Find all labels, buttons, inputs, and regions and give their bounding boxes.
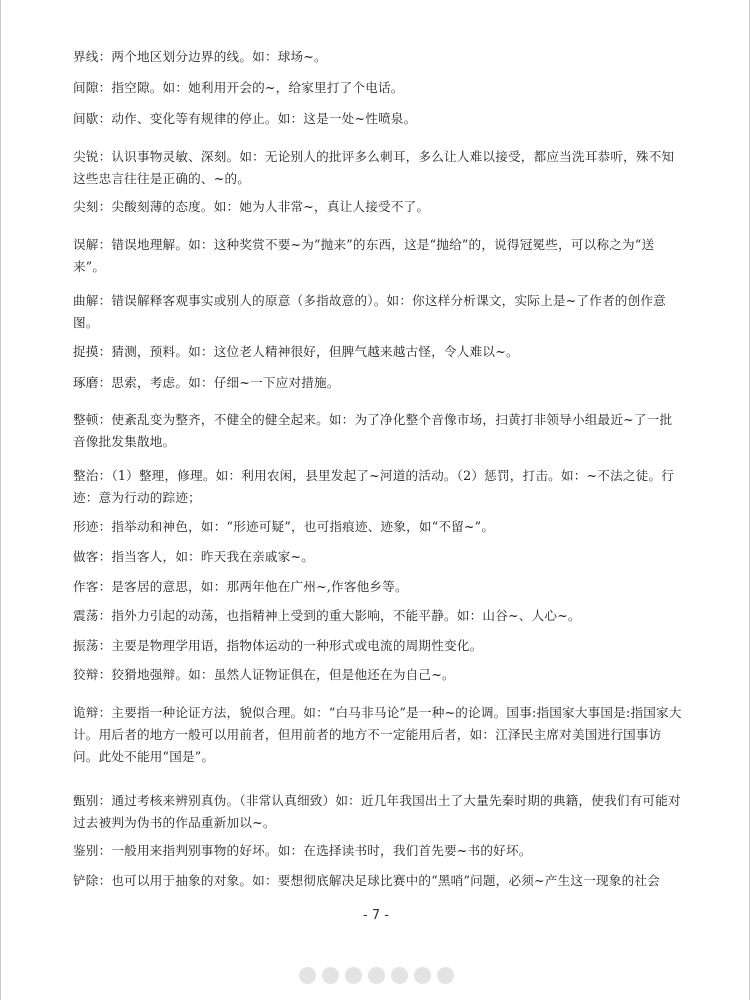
- entry-guibian: 诡辩：主要指一种论证方法，貌似合理。如：“白马非马论”是一种~的论调。国事:指国家大事国是:指国家大计。用后者的地方一般可以用前者，但用前者的地方不一定能用后者，如：江泽民主席对美国进行国事访问。此处不能用“国是”。: [73, 705, 682, 764]
- watermark-dot-icon: [414, 967, 431, 984]
- entry-zhengdun: 整顿：使紊乱变为整齐，不健全的健全起来。如：为了净化整个音像市场，扫黄打非领导小组最近~了一批音像批发集散地。: [73, 412, 673, 449]
- page-number: - 7 -: [363, 908, 389, 923]
- watermark-dot-icon: [391, 967, 408, 984]
- watermark-dot-icon: [437, 967, 454, 984]
- entry-jianbie: 鉴别：一般用来指判别事物的好坏。如：在选择读书时，我们首先要~书的好坏。: [73, 843, 532, 858]
- entry-chanchu: 铲除：也可以用于抽象的对象。如：要想彻底解决足球比赛中的“黑哨”问题，必须~产生这一现象的社会: [73, 873, 660, 888]
- entry-zhenbie: 甄别：通过考核来辨别真伪。（非常认真细致）如：近几年我国出土了大量先秦时期的典籍，使我们有可能对过去被判为伪书的作品重新加以~。: [73, 793, 681, 830]
- entry-wujie: 误解：错误地理解。如：这种奖赏不要~为“抛来”的东西，这是“抛给”的，说得冠冕些，可以称之为“送来”。: [73, 237, 655, 274]
- entry-xingji: 形迹：指举动和神色，如：“形迹可疑”，也可指痕迹、迹象，如“不留~”。: [73, 519, 495, 534]
- entry-jianrui: 尖锐：认识事物灵敏、深刻。如：无论别人的批评多么刺耳，多么让人难以接受，都应当洗耳恭听，殊不知这些忠言往往是正确的、~的。: [73, 149, 675, 186]
- entry-jianxie: 间歇：动作、变化等有规律的停止。如：这是一处~性喷泉。: [73, 111, 417, 126]
- entry-zhengzhi: 整治：（1）整理，修理。如：利用农闲，县里发起了~河道的活动。（2）惩罚，打击。如：~不法之徒。行迹：意为行动的踪迹；: [73, 468, 675, 505]
- entry-zhuomo2: 琢磨：思索，考虑。如：仔细~一下应对措施。: [73, 375, 340, 390]
- entry-zuoke: 做客：指当客人，如：昨天我在亲戚家~。: [73, 549, 315, 564]
- entry-zuoke2: 作客：是客居的意思，如：那两年他在广州~,作客他乡等。: [73, 579, 408, 594]
- entry-zhendang2: 振荡：主要是物理学用语，指物体运动的一种形式或电流的周期性变化。: [73, 638, 483, 653]
- watermark-dot-icon: [322, 967, 339, 984]
- entry-jiexian: 界线：两个地区划分边界的线。如：球场~。: [73, 49, 327, 64]
- entry-jianke: 尖刻：尖酸刻薄的态度。如：她为人非常~，真让人接受不了。: [73, 199, 430, 214]
- entry-jiaobian: 狡辩：狡猾地强辩。如：虽然人证物证俱在，但是他还在为自己~。: [73, 667, 455, 682]
- entry-jianxi: 间隙：指空隙。如：她利用开会的~，给家里打了个电话。: [73, 80, 404, 95]
- entry-qujie: 曲解：错误解释客观事实或别人的原意（多指故意的）。如：你这样分析课文，实际上是~了作者的创作意图。: [73, 293, 666, 330]
- entry-zhendang: 震荡：指外力引起的动荡，也指精神上受到的重大影响，不能平静。如：山谷~、人心~。: [73, 608, 581, 623]
- watermark-dot-icon: [368, 967, 385, 984]
- watermark-dot-icon: [299, 967, 316, 984]
- watermark-dot-icon: [345, 967, 362, 984]
- watermark-dots: [290, 964, 462, 986]
- entry-zhuomo: 捉摸：猜测，预料。如：这位老人精神很好，但脾气越来越古怪，令人难以~。: [73, 344, 519, 359]
